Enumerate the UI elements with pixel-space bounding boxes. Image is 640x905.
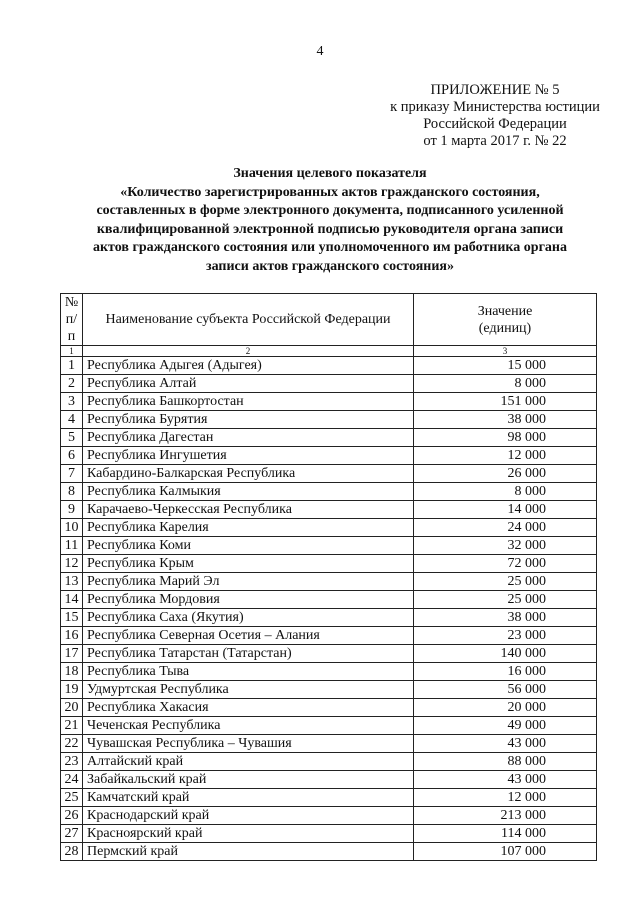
title-line: составленных в форме электронного документа, подписанного усиленной [96,203,564,218]
row-number: 21 [61,717,83,735]
row-number: 14 [61,591,83,609]
region-name: Карачаево-Черкесская Республика [83,501,414,519]
table-row [61,699,597,717]
header-value-label: Значение [477,303,533,319]
row-number: 6 [61,447,83,465]
region-name: Краснодарский край [83,807,414,825]
row-number: 8 [61,483,83,501]
column-number: 3 [414,346,597,357]
region-value: 72 000 [414,555,597,573]
appendix-order: к приказу Министерства юстиции [390,99,600,115]
table-row [61,807,597,825]
region-name: Республика Ингушетия [83,447,414,465]
row-number: 2 [61,375,83,393]
row-number: 17 [61,645,83,663]
region-value: 49 000 [414,717,597,735]
table-row [61,573,597,591]
appendix-date: от 1 марта 2017 г. № 22 [423,133,567,149]
row-number: 27 [61,825,83,843]
header-value-unit: (единиц) [478,320,532,336]
row-number: 7 [61,465,83,483]
region-value: 8 000 [414,483,597,501]
region-name: Республика Мордовия [83,591,414,609]
table-row [61,645,597,663]
region-value: 20 000 [414,699,597,717]
table-row [61,537,597,555]
row-number: 19 [61,681,83,699]
region-value: 25 000 [414,591,597,609]
table-row [61,411,597,429]
region-value: 12 000 [414,447,597,465]
row-number: 24 [61,771,83,789]
region-name: Кабардино-Балкарская Республика [83,465,414,483]
region-name: Республика Северная Осетия – Алания [83,627,414,645]
row-number: 12 [61,555,83,573]
table-row [61,501,597,519]
region-name: Республика Башкортостан [83,393,414,411]
region-name: Республика Саха (Якутия) [83,609,414,627]
region-value: 213 000 [414,807,597,825]
row-number: 4 [61,411,83,429]
row-number: 18 [61,663,83,681]
region-value: 23 000 [414,627,597,645]
row-number: 25 [61,789,83,807]
table-row [61,447,597,465]
table-row [61,627,597,645]
table-header [61,294,597,346]
table-row [61,825,597,843]
row-number: 13 [61,573,83,591]
appendix-heading [380,82,610,150]
header-value [414,294,597,346]
header-name: Наименование субъекта Российской Федерации [83,294,414,346]
values-table [60,293,597,861]
table-row [61,375,597,393]
page-number: 4 [316,44,324,59]
region-value: 8 000 [414,375,597,393]
table-row [61,843,597,861]
row-number: 28 [61,843,83,861]
table-row [61,789,597,807]
region-value: 12 000 [414,789,597,807]
region-name: Республика Калмыкия [83,483,414,501]
region-value: 38 000 [414,411,597,429]
region-value: 88 000 [414,753,597,771]
region-name: Забайкальский край [83,771,414,789]
region-name: Алтайский край [83,753,414,771]
table-row [61,771,597,789]
region-name: Республика Алтай [83,375,414,393]
row-number: 10 [61,519,83,537]
region-name: Республика Карелия [83,519,414,537]
region-value: 14 000 [414,501,597,519]
table-row [61,429,597,447]
table-row [61,681,597,699]
title-line: Значения целевого показателя [233,166,427,181]
column-numbers-row [61,346,597,357]
table-row [61,609,597,627]
region-value: 38 000 [414,609,597,627]
region-value: 56 000 [414,681,597,699]
region-name: Пермский край [83,843,414,861]
region-value: 26 000 [414,465,597,483]
table-row [61,717,597,735]
column-number: 1 [61,346,83,357]
region-name: Республика Крым [83,555,414,573]
region-value: 25 000 [414,573,597,591]
table-row [61,357,597,375]
region-name: Республика Марий Эл [83,573,414,591]
row-number: 22 [61,735,83,753]
row-number: 1 [61,357,83,375]
column-number: 2 [83,346,414,357]
region-value: 15 000 [414,357,597,375]
region-value: 151 000 [414,393,597,411]
table-row [61,663,597,681]
region-name: Камчатский край [83,789,414,807]
appendix-label: ПРИЛОЖЕНИЕ № 5 [430,82,560,98]
region-value: 140 000 [414,645,597,663]
table-row [61,591,597,609]
row-number: 15 [61,609,83,627]
table-row [61,465,597,483]
region-name: Республика Адыгея (Адыгея) [83,357,414,375]
appendix-ministry: Российской Федерации [423,116,567,132]
region-name: Чувашская Республика – Чувашия [83,735,414,753]
table-row [61,519,597,537]
header-number-label: п/п [65,312,78,344]
region-value: 114 000 [414,825,597,843]
region-value: 98 000 [414,429,597,447]
title-line: «Количество зарегистрированных актов гражданского состояния, [120,184,540,200]
row-number: 26 [61,807,83,825]
title-line: актов гражданского состояния или уполномоченного им работника органа [92,240,567,255]
region-value: 43 000 [414,735,597,753]
region-value: 16 000 [414,663,597,681]
region-name: Республика Татарстан (Татарстан) [83,645,414,663]
header-number [61,294,83,346]
table-row [61,393,597,411]
region-name: Чеченская Республика [83,717,414,735]
row-number: 5 [61,429,83,447]
title-line: записи актов гражданского состояния» [205,258,454,274]
region-name: Красноярский край [83,825,414,843]
region-name: Республика Коми [83,537,414,555]
region-value: 24 000 [414,519,597,537]
region-value: 32 000 [414,537,597,555]
row-number: 3 [61,393,83,411]
row-number: 16 [61,627,83,645]
title-line: квалифицированной электронной подписью руководителя органа записи [96,221,564,237]
row-number: 11 [61,537,83,555]
table-row [61,753,597,771]
header-number-symbol: № [64,295,79,310]
row-number: 9 [61,501,83,519]
table-row [61,735,597,753]
region-value: 107 000 [414,843,597,861]
region-name: Удмуртская Республика [83,681,414,699]
region-name: Республика Тыва [83,663,414,681]
region-value: 43 000 [414,771,597,789]
region-name: Республика Хакасия [83,699,414,717]
row-number: 23 [61,753,83,771]
row-number: 20 [61,699,83,717]
region-name: Республика Дагестан [83,429,414,447]
region-name: Республика Бурятия [83,411,414,429]
table-row [61,555,597,573]
document-title [60,165,600,276]
table-row [61,483,597,501]
